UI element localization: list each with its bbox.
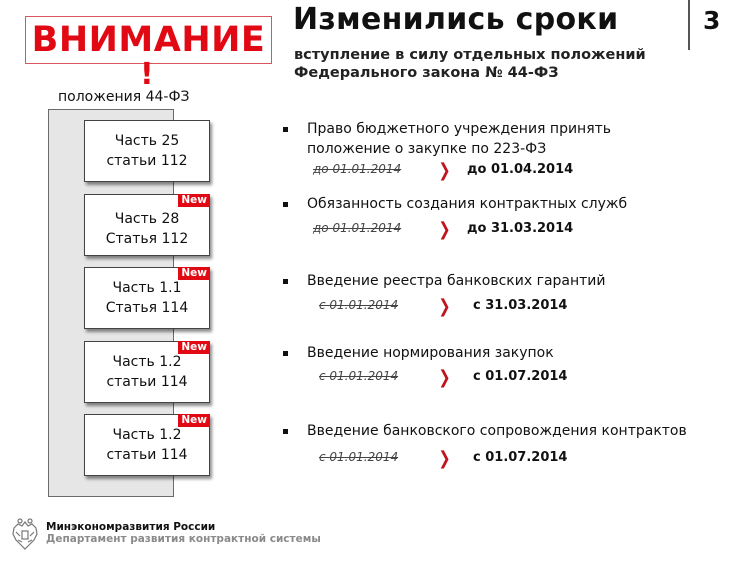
attention-text: ВНИМАНИЕ	[31, 20, 266, 60]
exclamation-mark: !	[140, 57, 154, 92]
new-date: с 01.07.2014	[473, 450, 568, 465]
new-date: до 31.03.2014	[467, 221, 574, 236]
header-divider	[688, 0, 690, 50]
bullet-icon	[283, 351, 288, 356]
old-date: до 01.01.2014	[313, 162, 402, 176]
item-text-line-1: Введение банковского сопровождения контрактов	[307, 423, 687, 439]
bullet-icon	[283, 279, 288, 284]
new-badge: New	[178, 341, 210, 354]
new-badge: New	[178, 194, 210, 207]
deadline-item	[283, 421, 687, 441]
deadline-item	[283, 194, 627, 214]
old-date: с 01.01.2014	[319, 298, 399, 312]
page-subtitle	[294, 46, 646, 82]
new-badge: New	[178, 414, 210, 427]
chevron-right-icon: ❯	[438, 219, 451, 240]
provision-card	[84, 194, 210, 256]
item-text-line-1: Обязанность создания контрактных служб	[307, 196, 628, 212]
chevron-right-icon: ❯	[438, 296, 451, 317]
deadline-item	[283, 271, 606, 291]
provisions-label: положения 44-ФЗ	[58, 89, 190, 105]
old-date: до 01.01.2014	[313, 221, 402, 235]
provision-card	[84, 414, 210, 476]
new-date: с 01.07.2014	[473, 369, 568, 384]
department-name: Департамент развития контрактной системы	[46, 533, 321, 545]
card-line-2: Статья 112	[105, 231, 189, 247]
page-title: Изменились сроки	[293, 2, 619, 37]
card-line-1: Часть 1.1	[112, 280, 182, 296]
deadline-item	[283, 343, 554, 363]
card-line-2: статьи 114	[106, 374, 188, 390]
card-line-2: Статья 114	[105, 300, 189, 316]
new-date: до 01.04.2014	[467, 162, 574, 177]
provision-card	[84, 267, 210, 329]
bullet-icon	[283, 429, 288, 434]
ministry-name: Минэкономразвития России	[46, 521, 216, 533]
card-line-2: статьи 114	[106, 447, 188, 463]
card-line-1: Часть 28	[114, 211, 180, 227]
item-text-line-1: Право бюджетного учреждения принять	[307, 121, 612, 137]
chevron-right-icon: ❯	[438, 367, 451, 388]
item-text-line-2: положение о закупке по 223-ФЗ	[307, 141, 547, 157]
card-line-2: статьи 112	[106, 153, 188, 169]
subtitle-line-2: Федерального закона № 44-ФЗ	[294, 65, 559, 81]
old-date: с 01.01.2014	[319, 450, 399, 464]
provision-card	[84, 341, 210, 403]
subtitle-line-1: вступление в силу отдельных положений	[294, 47, 646, 63]
deadline-item	[283, 119, 611, 159]
item-text-line-1: Введение реестра банковских гарантий	[307, 273, 606, 289]
coat-of-arms-icon	[10, 518, 40, 552]
chevron-right-icon: ❯	[438, 160, 451, 181]
item-text-line-1: Введение нормирования закупок	[307, 345, 554, 361]
new-badge: New	[178, 267, 210, 280]
bullet-icon	[283, 202, 288, 207]
card-line-1: Часть 1.2	[112, 427, 182, 443]
bullet-icon	[283, 127, 288, 132]
provision-card	[84, 120, 210, 182]
card-line-1: Часть 25	[114, 133, 180, 149]
old-date: с 01.01.2014	[319, 369, 399, 383]
page-number: 3	[703, 6, 721, 35]
card-line-1: Часть 1.2	[112, 354, 182, 370]
chevron-right-icon: ❯	[438, 448, 451, 469]
new-date: с 31.03.2014	[473, 298, 568, 313]
